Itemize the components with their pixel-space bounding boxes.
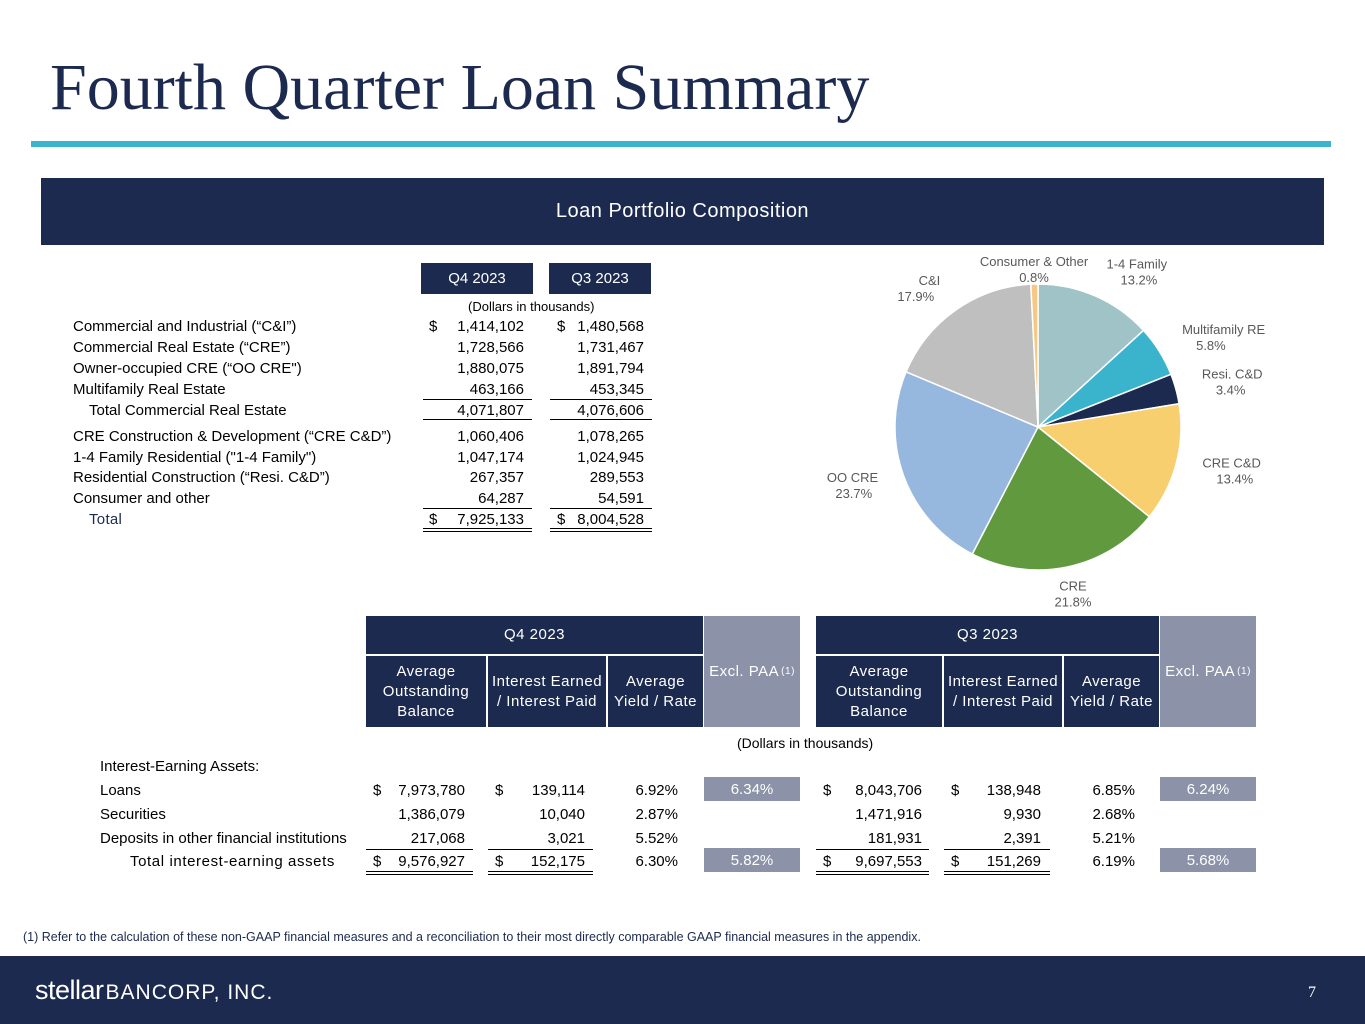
dollar-sign: $ [495,782,504,799]
company-logo [35,975,273,1006]
footnote: (1) Refer to the calculation of these non-GAAP financial measures and a reconciliation to their most directly comparable GAAP financial measures in the appendix. [23,930,921,944]
pie-value-label: 13.2% [1120,272,1158,288]
row-label-resi-cd: Residential Construction (“Resi. C&D”) [73,469,330,486]
page-title: Fourth Quarter Loan Summary [50,51,870,124]
value-q4: 463,166 [469,381,524,398]
total-double-rule [423,528,532,529]
pie-label: 1-4 Family [1106,256,1168,272]
yield-header-q3: Q3 2023 [816,616,1159,654]
excl-paa-label: Excl. PAA [709,663,780,680]
pie-label: OO CRE [826,470,879,486]
total-double-rule [816,871,929,872]
col-header-avg-balance: Average Outstanding Balance [816,656,942,727]
pie-label: CRE C&D [1202,455,1261,471]
footnote-marker: (1) [1237,666,1251,677]
q3-yield: 5.21% [1092,830,1135,847]
value-q4: 1,728,566 [457,339,524,356]
value-q3: 289,553 [589,469,644,486]
q3-excl-paa: 5.68% [1160,848,1256,872]
value-q4: 4,071,807 [457,402,524,419]
dollar-sign: $ [557,511,566,528]
subtotal-rule [550,399,652,400]
total-rule [550,508,652,509]
pie-label: CRE [1059,578,1087,594]
subtotal-rule [816,849,929,850]
pie-value-label: 3.4% [1215,382,1246,398]
footnote-marker: (1) [781,666,795,677]
pie-value-label: 21.8% [1054,594,1092,610]
total-double-rule [366,871,473,872]
total-double-rule [423,531,532,532]
pie-value-label: 5.8% [1196,337,1226,353]
row-label-consumer: Consumer and other [73,490,210,507]
column-header-q4: Q4 2023 [421,263,533,294]
q4-avg-balance: 1,386,079 [398,806,465,823]
q4-interest: 139,114 [531,782,585,799]
value-q4: 267,357 [469,469,524,486]
yield-header-q4: Q4 2023 [366,616,703,654]
dollar-sign: $ [823,782,832,799]
row-label-total: Total [89,511,123,528]
section-banner: Loan Portfolio Composition [41,178,1324,245]
row-label-total-cre: Total Commercial Real Estate [89,402,287,419]
pie-value-label: 23.7% [835,486,873,502]
q3-avg-balance: 9,697,553 [855,853,922,870]
q3-avg-balance: 181,931 [867,830,922,847]
subtotal-rule [423,419,532,420]
q4-yield: 6.92% [635,782,678,799]
subtotal-rule [488,849,593,850]
total-double-rule [488,871,593,872]
q3-interest: 2,391 [1003,830,1041,847]
col-header-interest: Interest Earned / Interest Paid [488,656,606,727]
dollar-sign: $ [951,853,960,870]
q4-yield: 6.30% [635,853,678,870]
value-q3: 54,591 [598,490,644,507]
col-header-excl-paa [704,616,800,727]
value-q4: 1,047,174 [457,449,524,466]
q4-avg-balance: 7,973,780 [398,782,465,799]
page-number: 7 [1308,984,1316,1001]
row-label-deposits: Deposits in other financial institutions [100,830,347,847]
pie-label: Multifamily RE [1182,321,1266,337]
total-double-rule [550,531,652,532]
value-q3: 453,345 [589,381,644,398]
row-label-total-assets: Total interest-earning assets [130,853,335,870]
col-header-yield: Average Yield / Rate [1064,656,1159,727]
value-q3: 1,078,265 [577,428,644,445]
logo-subtext: BANCORP, INC. [105,981,274,1004]
row-label-multifamily: Multifamily Real Estate [73,381,226,398]
value-q3: 8,004,528 [577,511,644,528]
value-q3: 1,480,568 [577,318,644,335]
q4-excl-paa: 6.34% [704,777,800,801]
col-header-interest: Interest Earned / Interest Paid [944,656,1062,727]
pie-label: Consumer & Other [979,254,1089,270]
q3-interest: 138,948 [986,782,1041,799]
row-label-securities: Securities [100,806,166,823]
q3-interest: 151,269 [986,853,1041,870]
row-label-oo-cre: Owner-occupied CRE (“OO CRE") [73,360,302,377]
pie-value-label: 17.9% [897,288,935,304]
q3-avg-balance: 1,471,916 [855,806,922,823]
q3-yield: 6.19% [1092,853,1135,870]
dollar-sign: $ [373,853,382,870]
q4-interest: 10,040 [539,806,585,823]
dollar-sign: $ [951,782,960,799]
col-header-avg-balance: Average Outstanding Balance [366,656,486,727]
col-header-yield: Average Yield / Rate [608,656,703,727]
q3-yield: 6.85% [1092,782,1135,799]
dollar-sign: $ [557,318,566,335]
total-rule [423,508,532,509]
section-label: Interest-Earning Assets: [100,758,260,775]
q4-interest: 152,175 [530,853,585,870]
q4-avg-balance: 9,576,927 [398,853,465,870]
total-double-rule [816,874,929,875]
total-double-rule [488,874,593,875]
value-q4: 1,060,406 [457,428,524,445]
value-q4: 1,880,075 [457,360,524,377]
pie-value-label: 0.8% [1019,270,1049,286]
pie-label: Resi. C&D [1201,366,1263,382]
dollar-sign: $ [429,318,438,335]
q3-avg-balance: 8,043,706 [855,782,922,799]
value-q3: 1,891,794 [577,360,644,377]
subtotal-rule [366,849,473,850]
row-label-ci: Commercial and Industrial (“C&I”) [73,318,297,335]
dollar-sign: $ [495,853,504,870]
subtotal-rule [944,849,1050,850]
yield-units-label: (Dollars in thousands) [737,735,874,751]
logo-wordmark: stellar [35,975,104,1005]
dollar-sign: $ [373,782,382,799]
value-q3: 1,731,467 [577,339,644,356]
q4-yield: 2.87% [635,806,678,823]
total-double-rule [550,528,652,529]
q4-avg-balance: 217,068 [410,830,465,847]
dollar-sign: $ [823,853,832,870]
value-q4: 64,287 [478,490,524,507]
total-double-rule [366,874,473,875]
column-header-q3: Q3 2023 [549,263,651,294]
excl-paa-label: Excl. PAA [1165,663,1236,680]
title-underline [31,141,1331,147]
q4-interest: 3,021 [547,830,585,847]
q4-excl-paa: 5.82% [704,848,800,872]
value-q4: 7,925,133 [457,511,524,528]
subtotal-rule [423,399,532,400]
value-q3: 1,024,945 [577,449,644,466]
value-q4: 1,414,102 [457,318,524,335]
pie-value-label: 13.4% [1216,471,1254,487]
row-label-cre-cd: CRE Construction & Development (“CRE C&D”) [73,428,392,445]
value-q3: 4,076,606 [577,402,644,419]
pie-label: C&I [918,272,941,288]
units-label: (Dollars in thousands) [468,299,595,314]
row-label-cre: Commercial Real Estate (“CRE”) [73,339,291,356]
total-double-rule [944,871,1050,872]
loan-composition-pie-chart [820,250,1320,610]
q3-interest: 9,930 [1003,806,1041,823]
dollar-sign: $ [429,511,438,528]
q3-yield: 2.68% [1092,806,1135,823]
row-label-loans: Loans [100,782,141,799]
subtotal-rule [550,419,652,420]
total-double-rule [944,874,1050,875]
row-label-1-4-family: 1-4 Family Residential ("1-4 Family") [73,449,317,466]
q3-excl-paa: 6.24% [1160,777,1256,801]
col-header-excl-paa [1160,616,1256,727]
q4-yield: 5.52% [635,830,678,847]
